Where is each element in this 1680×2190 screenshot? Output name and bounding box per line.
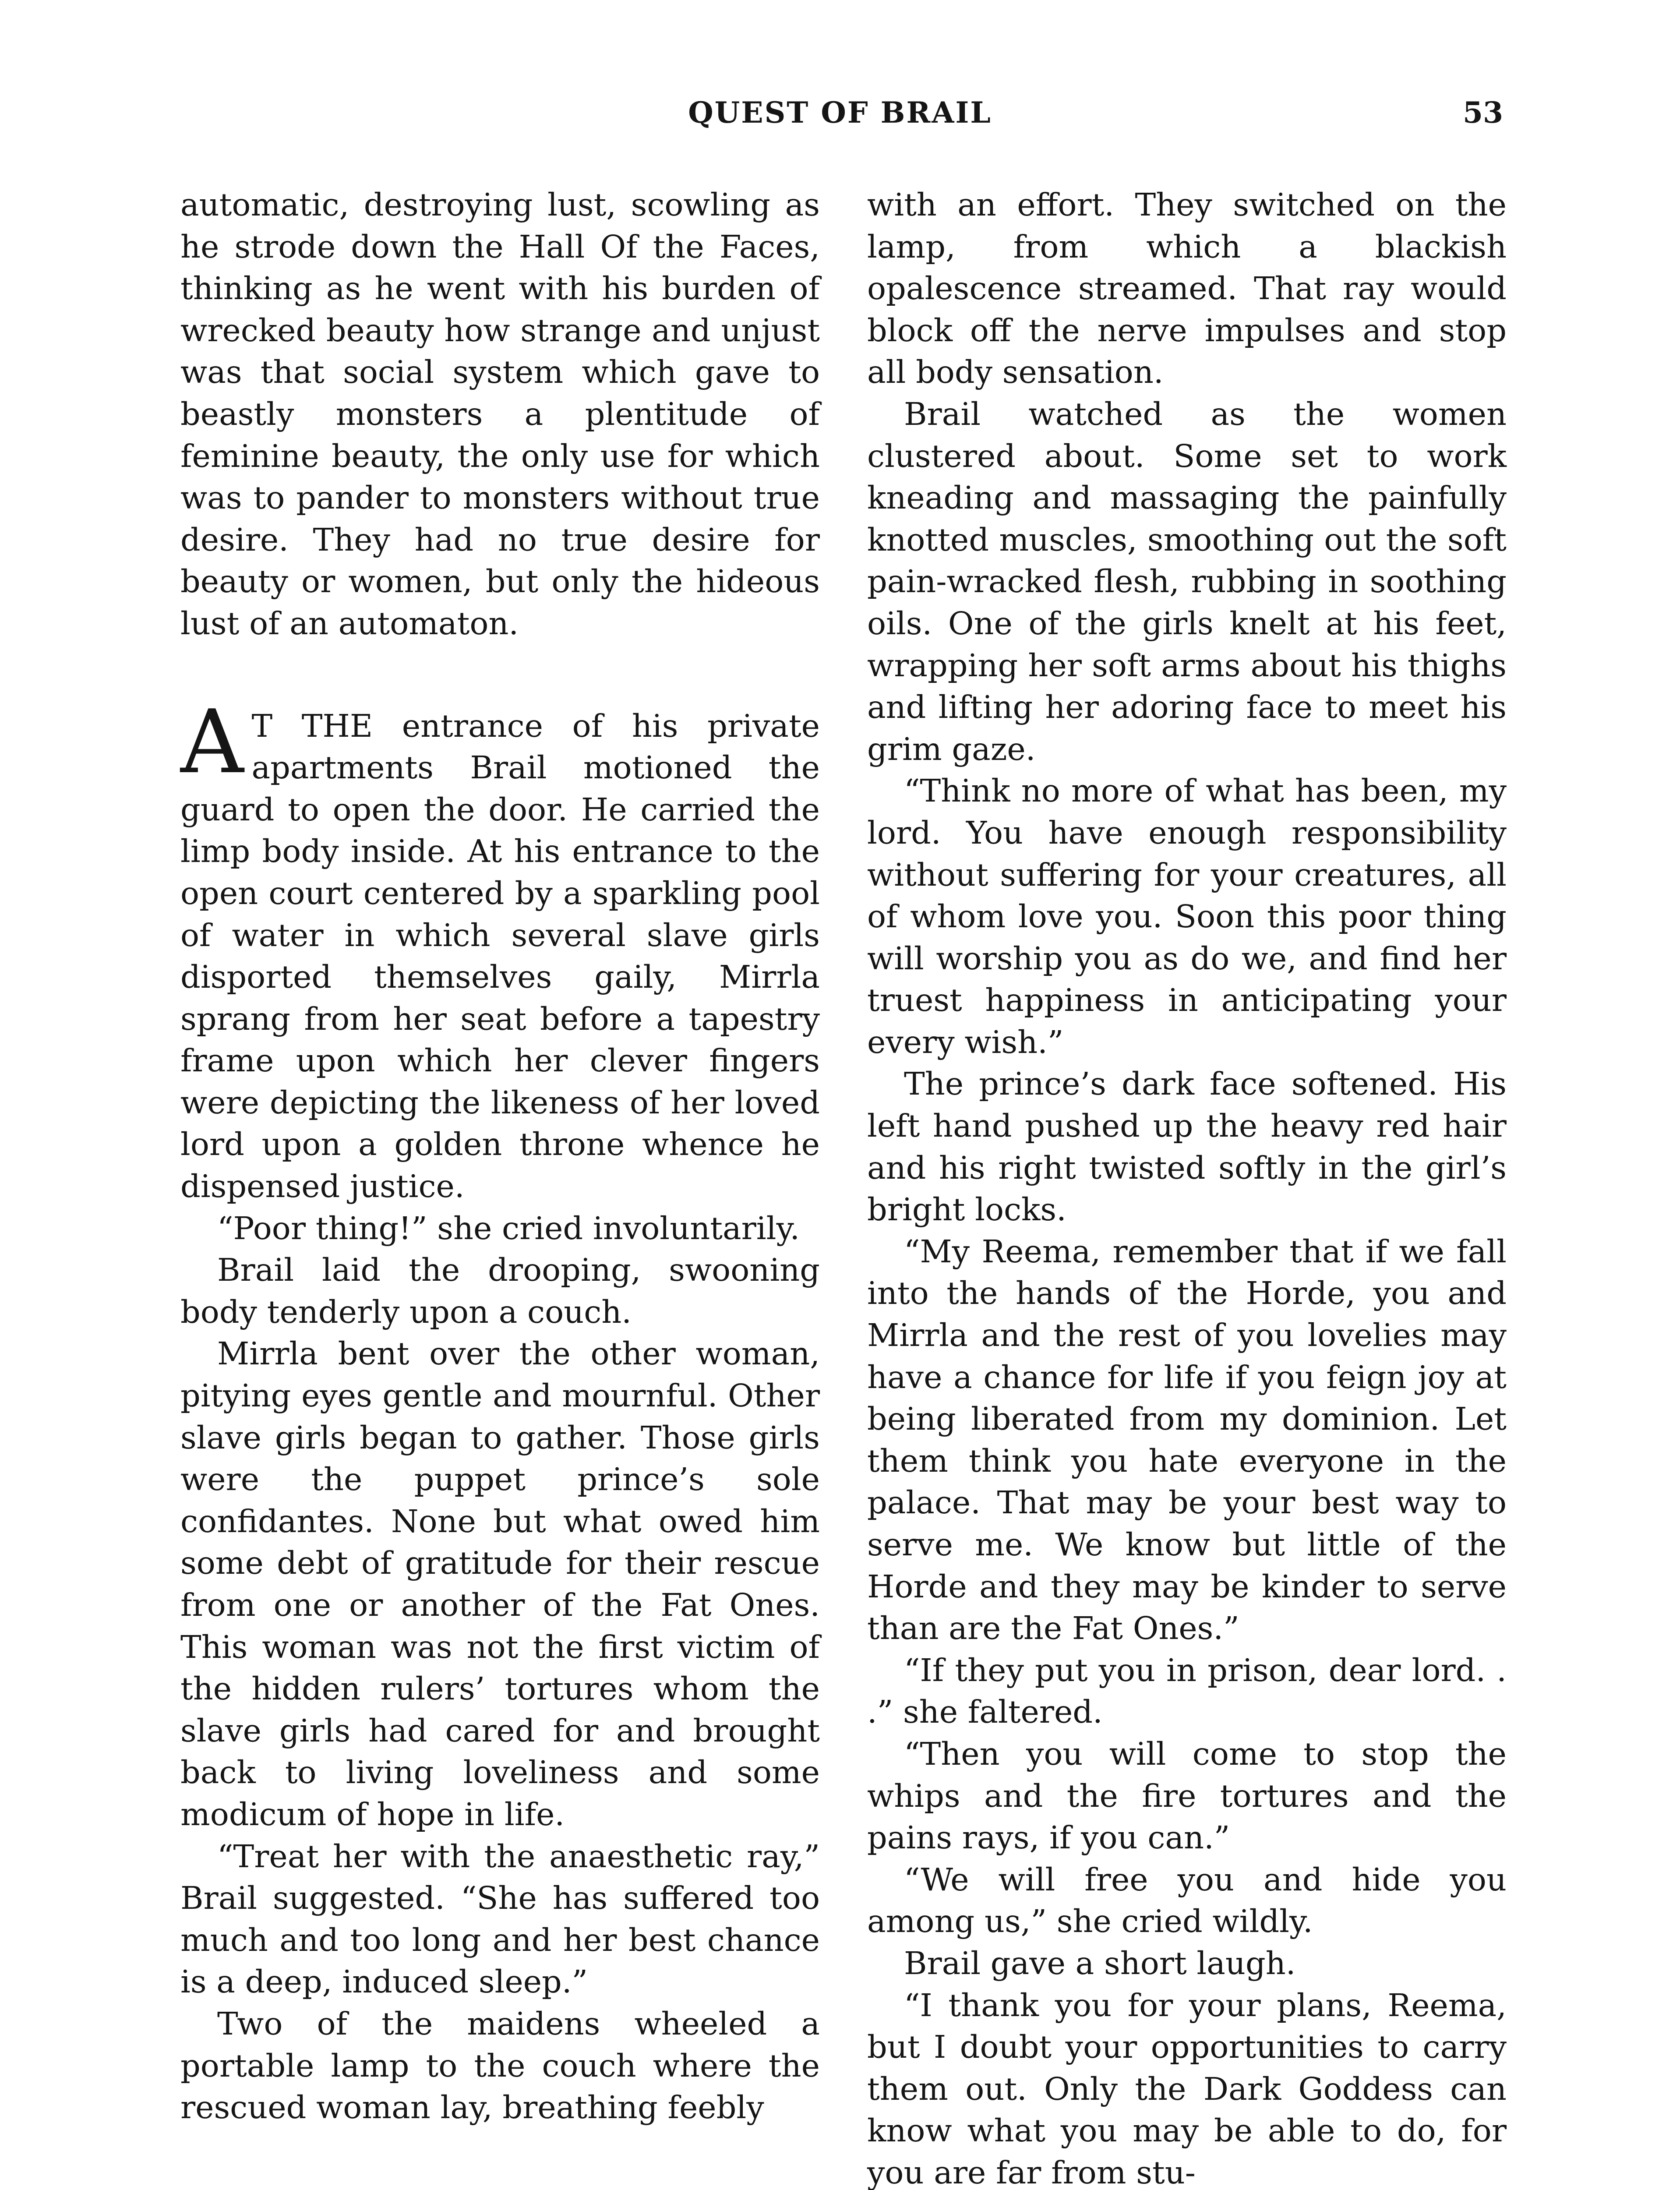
paragraph: with an effort. They switched on the lamp, from which a blackish opalescence streamed. That ray would block off the nerve impulses and stop all body sensation. (867, 187, 1507, 391)
paragraph: automatic, destroying lust, scowling as he strode down the Hall Of the Faces, thinking as he went with his burden of wrecked beauty how strange and unjust was that social system which gave to beastly monsters a plentitude of feminine beauty, the only use for which was to pander to monsters without true desire. They had no true desire for beauty or women, but only the hideous lust of an automaton. (180, 187, 820, 642)
paragraph: Two of the maidens wheeled a portable lamp to the couch where the rescued woman lay, breathing feebly (180, 2005, 820, 2126)
paragraph-text: T THE entrance of his private apartments Brail motioned the guard to open the door. He carried the limp body inside. At his entrance to the open court centered by a sparkling pool of water in which several slave girls disported themselves gaily, Mirrla sprang from her seat before a tapestry frame upon which her clever fingers were depicting the likeness of her loved lord upon a golden throne whence he dispensed justice. (180, 707, 820, 1205)
paragraph: “If they put you in prison, dear lord. . .” she faltered. (867, 1652, 1507, 1731)
paragraph: “Think no more of what has been, my lord. You have enough responsibility without suffering for your creatures, all of whom love you. Soon this poor thing will worship you as do we, and find her truest happiness in anticipating your every wish.” (867, 773, 1507, 1060)
paragraph: Brail gave a short laugh. (904, 1945, 1296, 1982)
paragraph: “Then you will come to stop the whips and the fire tortures and the pains rays, if you can.” (867, 1735, 1507, 1856)
page-number: 53 (1463, 95, 1503, 130)
paragraph: Brail watched as the women clustered about. Some set to work kneading and massaging the painfully knotted muscles, smoothing out the soft pain-wracked flesh, rubbing in soothing oils. One of the girls knelt at his feet, wrapping her soft arms about his thighs and lifting her adoring face to meet his grim gaze. (867, 396, 1507, 767)
paragraph: “My Reema, remember that if we fall into the hands of the Horde, you and Mirrla and the rest of you lovelies may have a chance for life if you feign joy at being liberated from my dominion. Let them think you hate everyone in the palace. That may be your best way to serve me. We know but little of the Horde and they may be kinder to serve than are the Fat Ones.” (867, 1233, 1507, 1647)
paragraph: “We will free you and hide you among us,” she cried wildly. (867, 1861, 1507, 1940)
paragraph: The prince’s dark face softened. His left hand pushed up the heavy red hair and his right twisted softly in the girl’s bright locks. (867, 1066, 1507, 1228)
drop-cap: A (180, 691, 244, 793)
paragraph: “Treat her with the anaesthetic ray,” Brail suggested. “She has suffered too much and too long and her best chance is a deep, induced sleep.” (180, 1838, 820, 2000)
paragraph: “Poor thing!” she cried involuntarily. (217, 1210, 800, 1247)
paragraph: Brail laid the drooping, swooning body tenderly upon a couch. (180, 1252, 820, 1330)
paragraph: Mirrla bent over the other woman, pitying eyes gentle and mournful. Other slave girls began to gather. Those girls were the puppet prince’s sole confidantes. None but what owed him some debt of gratitude for their rescue from one or another of the Fat Ones. This woman was not the first victim of the hidden rulers’ tortures whom the slave girls had cared for and brought back to living loveliness and some modicum of hope in life. (180, 1335, 820, 1833)
right-column (867, 184, 1507, 2190)
section-opening-paragraph (180, 691, 820, 1208)
left-column (180, 184, 820, 2129)
running-header-title: QUEST OF BRAIL (688, 95, 992, 130)
paragraph: “I thank you for your plans, Reema, but I doubt your opportunities to carry them out. Only the Dark Goddess can know what you may be able to do, for you are far from stu- (867, 1987, 1507, 2190)
